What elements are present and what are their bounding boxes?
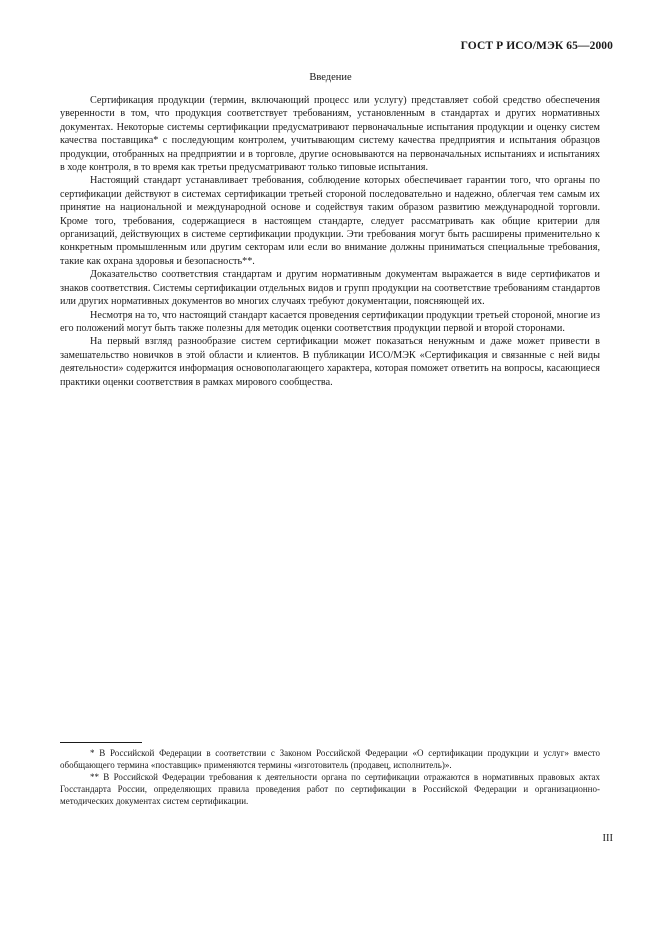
document-code-header: ГОСТ Р ИСО/МЭК 65—2000 — [460, 40, 613, 52]
page-number: III — [602, 833, 613, 844]
paragraph: Сертификация продукции (термин, включающий процесс или услугу) представляет собой средство обеспечения уверенности в том, что продукция соответствует требованиям, установленным в стандартах и других нормативных документах. Некоторые системы сертификации предусматривают первоначальные испытания продукции и оценку систем качества поставщика* с последующим контролем, учитывающим систему качества предприятия и испытания образцов продукции, отобранных на предприятии и в торговле, другие основываются на первоначальных испытаниях и испытаниях в ходе контроля, в то время как третьи предусматривают только типовые испытания. — [60, 95, 600, 174]
section-title: Введение — [309, 72, 352, 83]
footnotes — [60, 747, 600, 807]
paragraph: Настоящий стандарт устанавливает требования, соблюдение которых обеспечивает гарантии того, что органы по сертификации действуют в системах сертификации третьей стороной последовательно и надежно, облегчая тем самым их принятие на национальной и международной основе и содействуя таким образом развитию международной торговли. Кроме того, требования, содержащиеся в настоящем стандарте, следует рассматривать как общие критерии для организаций, действующих в системе сертификации продукции. Эти требования могут быть расширены применительно к конкретным промышленным или другим секторам или если во внимание должны приниматься специальные требования, такие как охрана здоровья и безопасность**. — [60, 175, 600, 267]
body-text — [60, 94, 600, 389]
footnote: ** В Российской Федерации требования к деятельности органа по сертификации отражаются в нормативных правовых актах Госстандарта России, определяющих правила проведения работ по сертификации в Российской Федерации и организационно-методических документах систем сертификации. — [60, 772, 600, 806]
footnote: * В Российской Федерации в соответствии с Законом Российской Федерации «О сертификации продукции и услуг» вместо обобщающего термина «поставщик» применяются термины «изготовитель (продавец, исполнитель)». — [60, 748, 600, 770]
paragraph: Доказательство соответствия стандартам и другим нормативным документам выражается в виде сертификатов и знаков соответствия. Системы сертификации отдельных видов и групп продукции на соответствие требованиям стандартов или других нормативных документов во многих случаях требуют документации, поясняющей их. — [60, 269, 600, 308]
paragraph: На первый взгляд разнообразие систем сертификации может показаться ненужным и даже может привести в замешательство новичков в этой области и клиентов. В публикации ИСО/МЭК «Сертификация и связанные с ней виды деятельности» содержится информация основополагающего характера, которая поможет ответить на вопросы, касающиеся практики оценки соответствия в рамках мирового сообщества. — [60, 336, 600, 388]
paragraph: Несмотря на то, что настоящий стандарт касается проведения сертификации продукции третьей стороной, многие из его положений могут быть также полезны для методик оценки соответствия продукции первой и второй сторонами. — [60, 309, 600, 334]
footnote-divider — [60, 742, 142, 743]
